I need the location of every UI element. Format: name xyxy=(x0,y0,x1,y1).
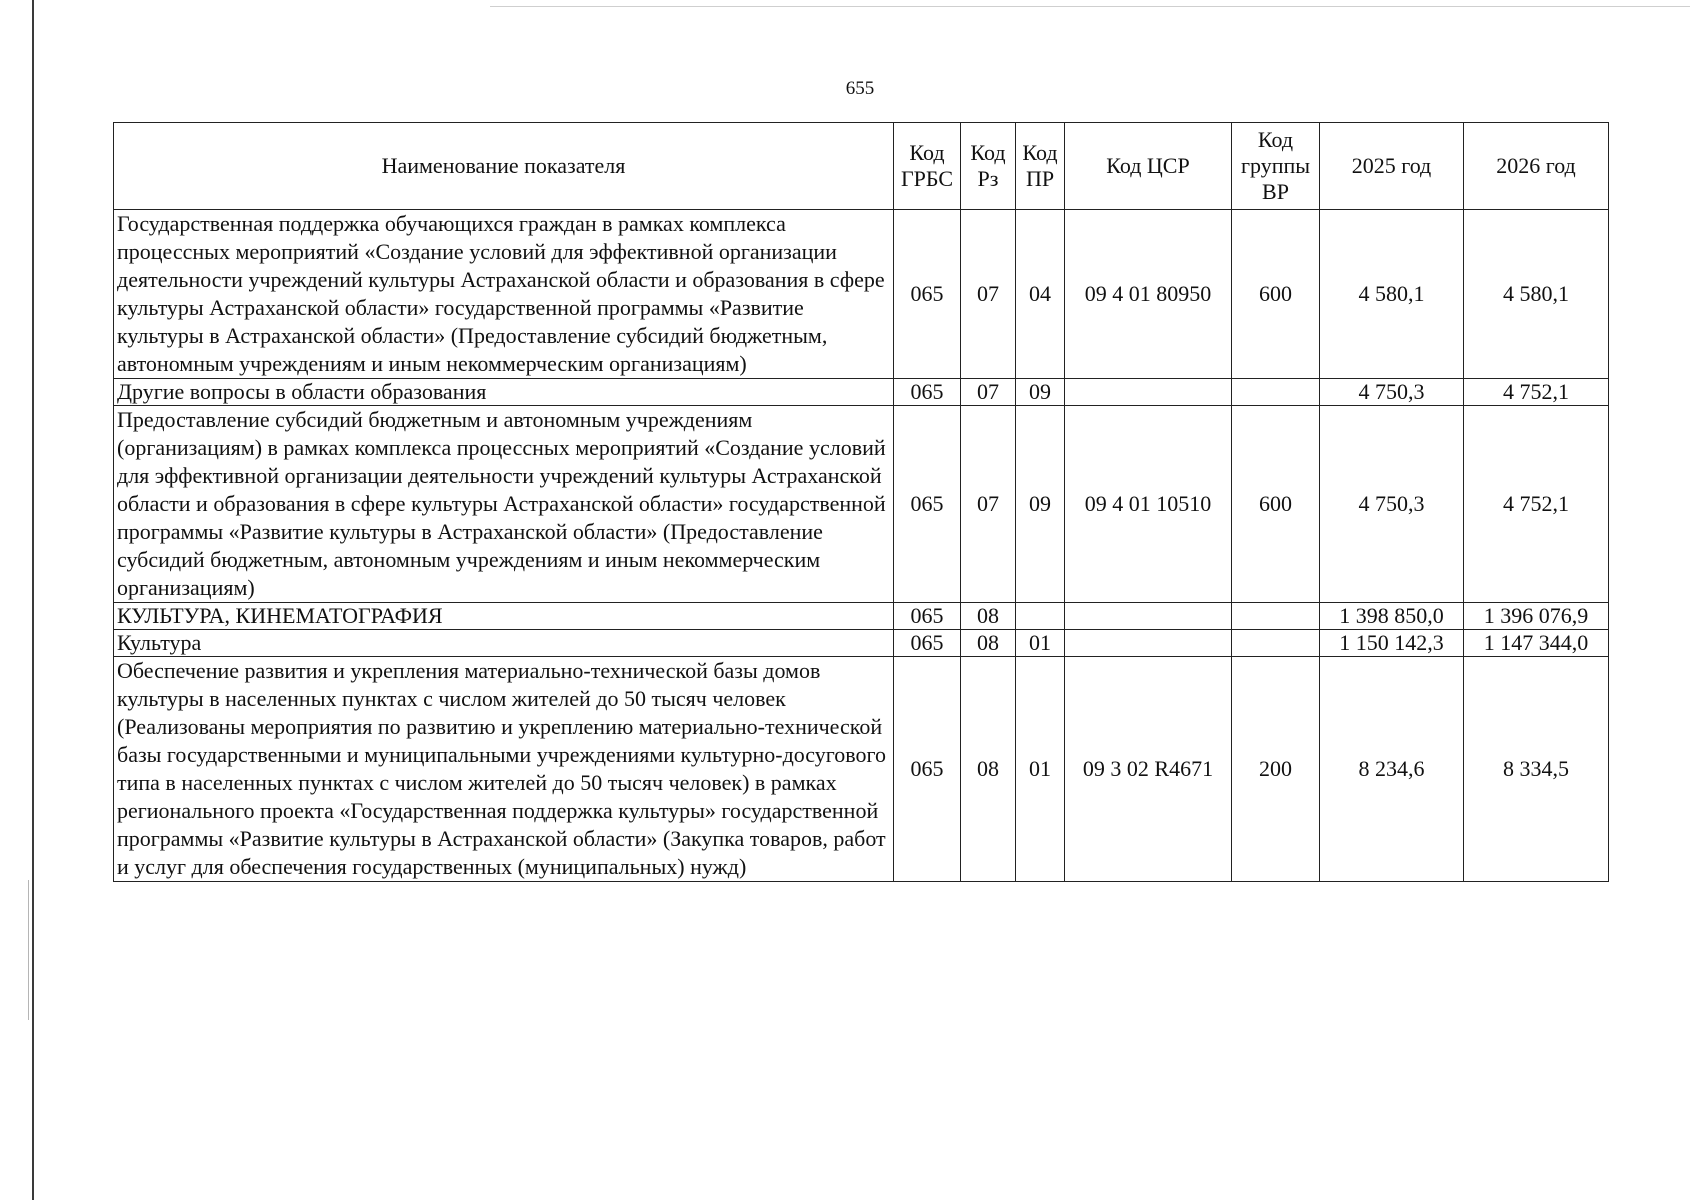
row-grbs: 065 xyxy=(894,603,961,630)
header-vr-line2: группы xyxy=(1240,153,1311,178)
row-rz: 07 xyxy=(961,379,1016,406)
row-vr: 600 xyxy=(1232,406,1320,603)
row-2025: 1 398 850,0 xyxy=(1320,603,1464,630)
row-name: Государственная поддержка обучающихся граждан в рамках комплекса процессных мероприятий «Создание условий для эффективной организации деятельности учреждений культуры Астраханской области и образования в сфере культуры Астраханской области» государственной программы «Развитие культуры в Астраханской области» (Предоставление субсидий бюджетным, автономным учреждениям и иным некоммерческим организациям) xyxy=(114,210,894,379)
row-grbs: 065 xyxy=(894,406,961,603)
row-pr: 01 xyxy=(1016,630,1065,657)
row-vr: 600 xyxy=(1232,210,1320,379)
row-2025: 4 580,1 xyxy=(1320,210,1464,379)
row-2025: 1 150 142,3 xyxy=(1320,630,1464,657)
table-row xyxy=(114,657,1609,882)
table-row xyxy=(114,603,1609,630)
table-row xyxy=(114,210,1609,379)
header-vr-line1: Код xyxy=(1257,127,1294,152)
row-vr xyxy=(1232,379,1320,406)
header-rz xyxy=(961,123,1016,210)
scan-border-top xyxy=(490,6,1690,7)
row-csr: 09 4 01 80950 xyxy=(1065,210,1232,379)
row-grbs: 065 xyxy=(894,210,961,379)
row-csr: 09 3 02 R4671 xyxy=(1065,657,1232,882)
header-rz-line1: Код xyxy=(970,140,1006,165)
row-csr xyxy=(1065,603,1232,630)
row-pr: 09 xyxy=(1016,379,1065,406)
header-csr: Код ЦСР xyxy=(1065,123,1232,210)
row-grbs: 065 xyxy=(894,379,961,406)
row-2026: 1 396 076,9 xyxy=(1464,603,1609,630)
row-pr: 04 xyxy=(1016,210,1065,379)
row-name: Культура xyxy=(114,630,894,657)
row-2026: 4 580,1 xyxy=(1464,210,1609,379)
table-row xyxy=(114,406,1609,603)
row-rz: 08 xyxy=(961,603,1016,630)
header-name: Наименование показателя xyxy=(114,123,894,210)
row-name: Обеспечение развития и укрепления материально-технической базы домов культуры в населенных пунктах с числом жителей до 50 тысяч человек (Реализованы мероприятия по развитию и укреплению материально-технической базы государственными и муниципальными учреждениями культурно-досугового типа в населенных пунктах с числом жителей до 50 тысяч человек) в рамках регионального проекта «Государственная поддержка культуры» государственной программы «Развитие культуры в Астраханской области» (Закупка товаров, работ и услуг для обеспечения государственных (муниципальных) нужд) xyxy=(114,657,894,882)
row-name: КУЛЬТУРА, КИНЕМАТОГРАФИЯ xyxy=(114,603,894,630)
row-csr xyxy=(1065,630,1232,657)
row-vr xyxy=(1232,603,1320,630)
header-2025: 2025 год xyxy=(1320,123,1464,210)
row-2026: 8 334,5 xyxy=(1464,657,1609,882)
header-grbs-line2: ГРБС xyxy=(900,166,954,191)
header-vr xyxy=(1232,123,1320,210)
header-grbs xyxy=(894,123,961,210)
row-rz: 08 xyxy=(961,657,1016,882)
row-csr xyxy=(1065,379,1232,406)
header-grbs-line1: Код xyxy=(909,140,945,165)
header-rz-line2: Рз xyxy=(977,166,999,191)
row-grbs: 065 xyxy=(894,657,961,882)
row-vr xyxy=(1232,630,1320,657)
budget-table xyxy=(113,122,1609,882)
table-row xyxy=(114,379,1609,406)
row-2025: 8 234,6 xyxy=(1320,657,1464,882)
row-2026: 1 147 344,0 xyxy=(1464,630,1609,657)
row-2026: 4 752,1 xyxy=(1464,379,1609,406)
header-pr xyxy=(1016,123,1065,210)
scan-border-left xyxy=(32,0,34,1200)
row-rz: 07 xyxy=(961,210,1016,379)
scan-border-left-faint xyxy=(28,880,29,1020)
row-2025: 4 750,3 xyxy=(1320,379,1464,406)
row-pr xyxy=(1016,603,1065,630)
row-2026: 4 752,1 xyxy=(1464,406,1609,603)
page-number: 655 xyxy=(845,78,875,99)
header-pr-line2: ПР xyxy=(1025,166,1055,191)
header-pr-line1: Код xyxy=(1022,140,1058,165)
row-name: Предоставление субсидий бюджетным и автономным учреждениям (организациям) в рамках комплекса процессных мероприятий «Создание условий для эффективной организации деятельности учреждений культуры Астраханской области и образования в сфере культуры Астраханской области» государственной программы «Развитие культуры в Астраханской области» (Предоставление субсидий бюджетным, автономным учреждениям и иным некоммерческим организациям) xyxy=(114,406,894,603)
row-pr: 09 xyxy=(1016,406,1065,603)
row-2025: 4 750,3 xyxy=(1320,406,1464,603)
row-pr: 01 xyxy=(1016,657,1065,882)
row-rz: 08 xyxy=(961,630,1016,657)
table-header-row xyxy=(114,123,1609,210)
table-row xyxy=(114,630,1609,657)
row-rz: 07 xyxy=(961,406,1016,603)
row-vr: 200 xyxy=(1232,657,1320,882)
row-csr: 09 4 01 10510 xyxy=(1065,406,1232,603)
row-grbs: 065 xyxy=(894,630,961,657)
header-vr-line3: ВР xyxy=(1262,179,1289,204)
row-name: Другие вопросы в области образования xyxy=(114,379,894,406)
header-2026: 2026 год xyxy=(1464,123,1609,210)
